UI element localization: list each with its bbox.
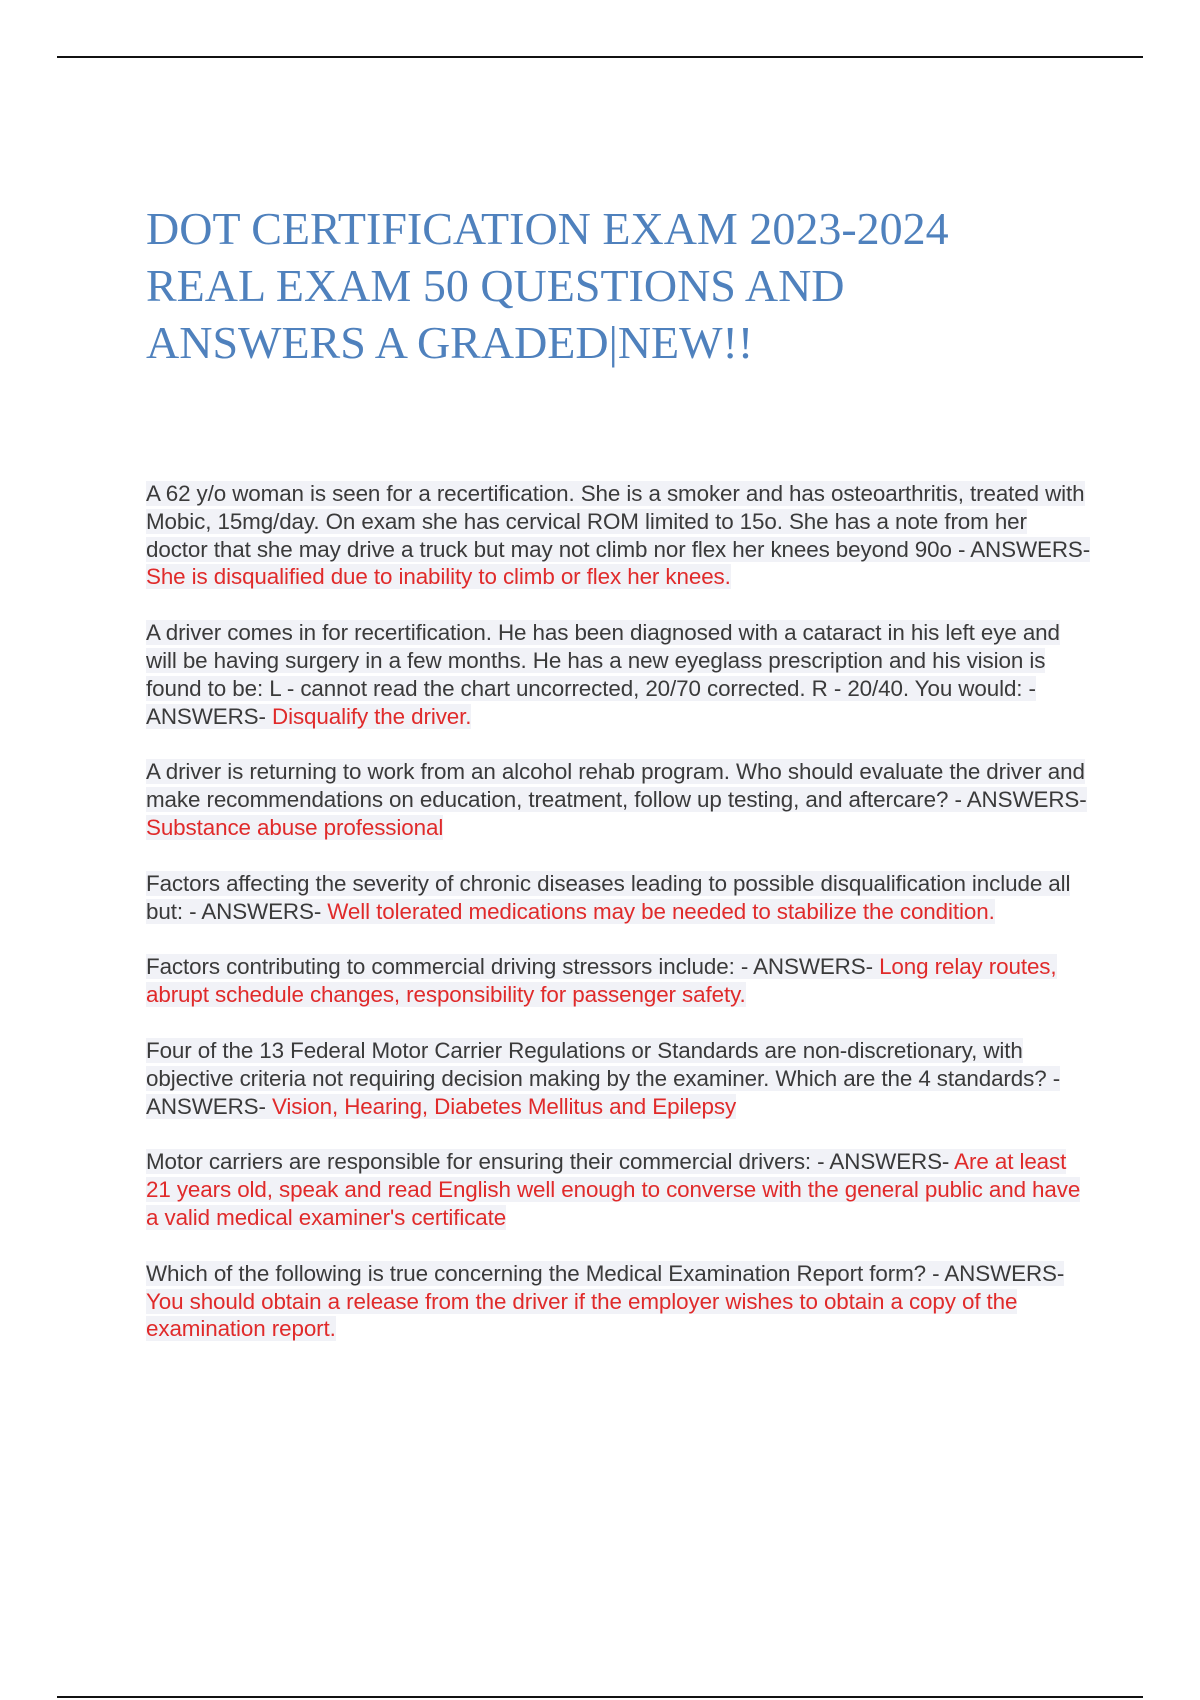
answer-text: Long relay routes, abrupt schedule changes, responsibility for passenger safety. [146,954,1057,1008]
question-text: A driver is returning to work from an alcohol rehab program. Who should evaluate the driver and make recommendations on education, treatment, follow up testing, and aftercare? [146,759,1085,813]
answer-separator: - ANSWERS- [146,1065,1061,1119]
qa-item-5 [146,953,1091,1009]
answer-text: Well tolerated medications may be needed to stabilize the condition. [321,898,995,924]
answer-text: Vision, Hearing, Diabetes Mellitus and Epilepsy [265,1093,737,1119]
answer-separator: - ANSWERS- [146,675,1036,729]
bottom-rule [57,1696,1143,1698]
question-text: Four of the 13 Federal Motor Carrier Regulations or Standards are non-discretionary, with objective criteria not requiring decision making by the examiner. Which are the 4 standards? [146,1037,1047,1091]
answer-separator: - ANSWERS- [951,536,1091,562]
qa-item-4 [146,870,1091,926]
answer-separator: - ANSWERS- [734,954,873,980]
question-text: Factors affecting the severity of chronic diseases leading to possible disqualification include all but: [146,870,1071,924]
question-text: Which of the following is true concerning the Medical Examination Report form? [146,1260,926,1286]
answer-separator: - ANSWERS- [948,787,1087,813]
title-line-3: ANSWERS A GRADED|NEW!! [146,317,754,368]
question-text: Factors contributing to commercial driving stressors include: [146,954,735,980]
answer-text: She is disqualified due to inability to climb or flex her knees. [146,564,731,590]
answer-text: You should obtain a release from the driver if the employer wishes to obtain a copy of the examination report. [146,1288,1018,1342]
answer-text: Disqualify the driver. [265,703,472,729]
qa-item-6 [146,1037,1091,1120]
title-line-2: REAL EXAM 50 QUESTIONS AND [146,260,845,311]
qa-item-7 [146,1148,1091,1231]
answer-separator: - ANSWERS- [811,1149,950,1175]
top-rule [57,56,1143,58]
qa-list [146,480,1091,1371]
answer-separator: - ANSWERS- [182,898,322,924]
question-text: A driver comes in for recertification. He has been diagnosed with a cataract in his left eye and will be having surgery in a few months. He has a new eyeglass prescription and his vision is found to be: L - cannot read the chart uncorrected, 20/70 corrected. R - 20/40. You would: [146,620,1060,701]
question-text: Motor carriers are responsible for ensuring their commercial drivers: [146,1149,812,1175]
qa-item-1 [146,480,1091,591]
answer-text: Substance abuse professional [146,814,444,840]
qa-item-3 [146,758,1091,841]
title-line-1: DOT CERTIFICATION EXAM 2023-2024 [146,203,949,254]
qa-item-8 [146,1260,1091,1343]
document-title [146,200,1086,371]
question-text: A 62 y/o woman is seen for a recertification. She is a smoker and has osteoarthritis, treated with Mobic, 15mg/day. On exam she has cervical ROM limited to 15o. She has a note from her doctor that she may drive a truck but may not climb nor flex her knees beyond 90o [146,481,1085,562]
qa-item-2 [146,619,1091,730]
answer-text: Are at least 21 years old, speak and read English well enough to converse with the general public and have a valid medical examiner's certificate [146,1149,1081,1230]
answer-separator: - ANSWERS- [925,1260,1065,1286]
